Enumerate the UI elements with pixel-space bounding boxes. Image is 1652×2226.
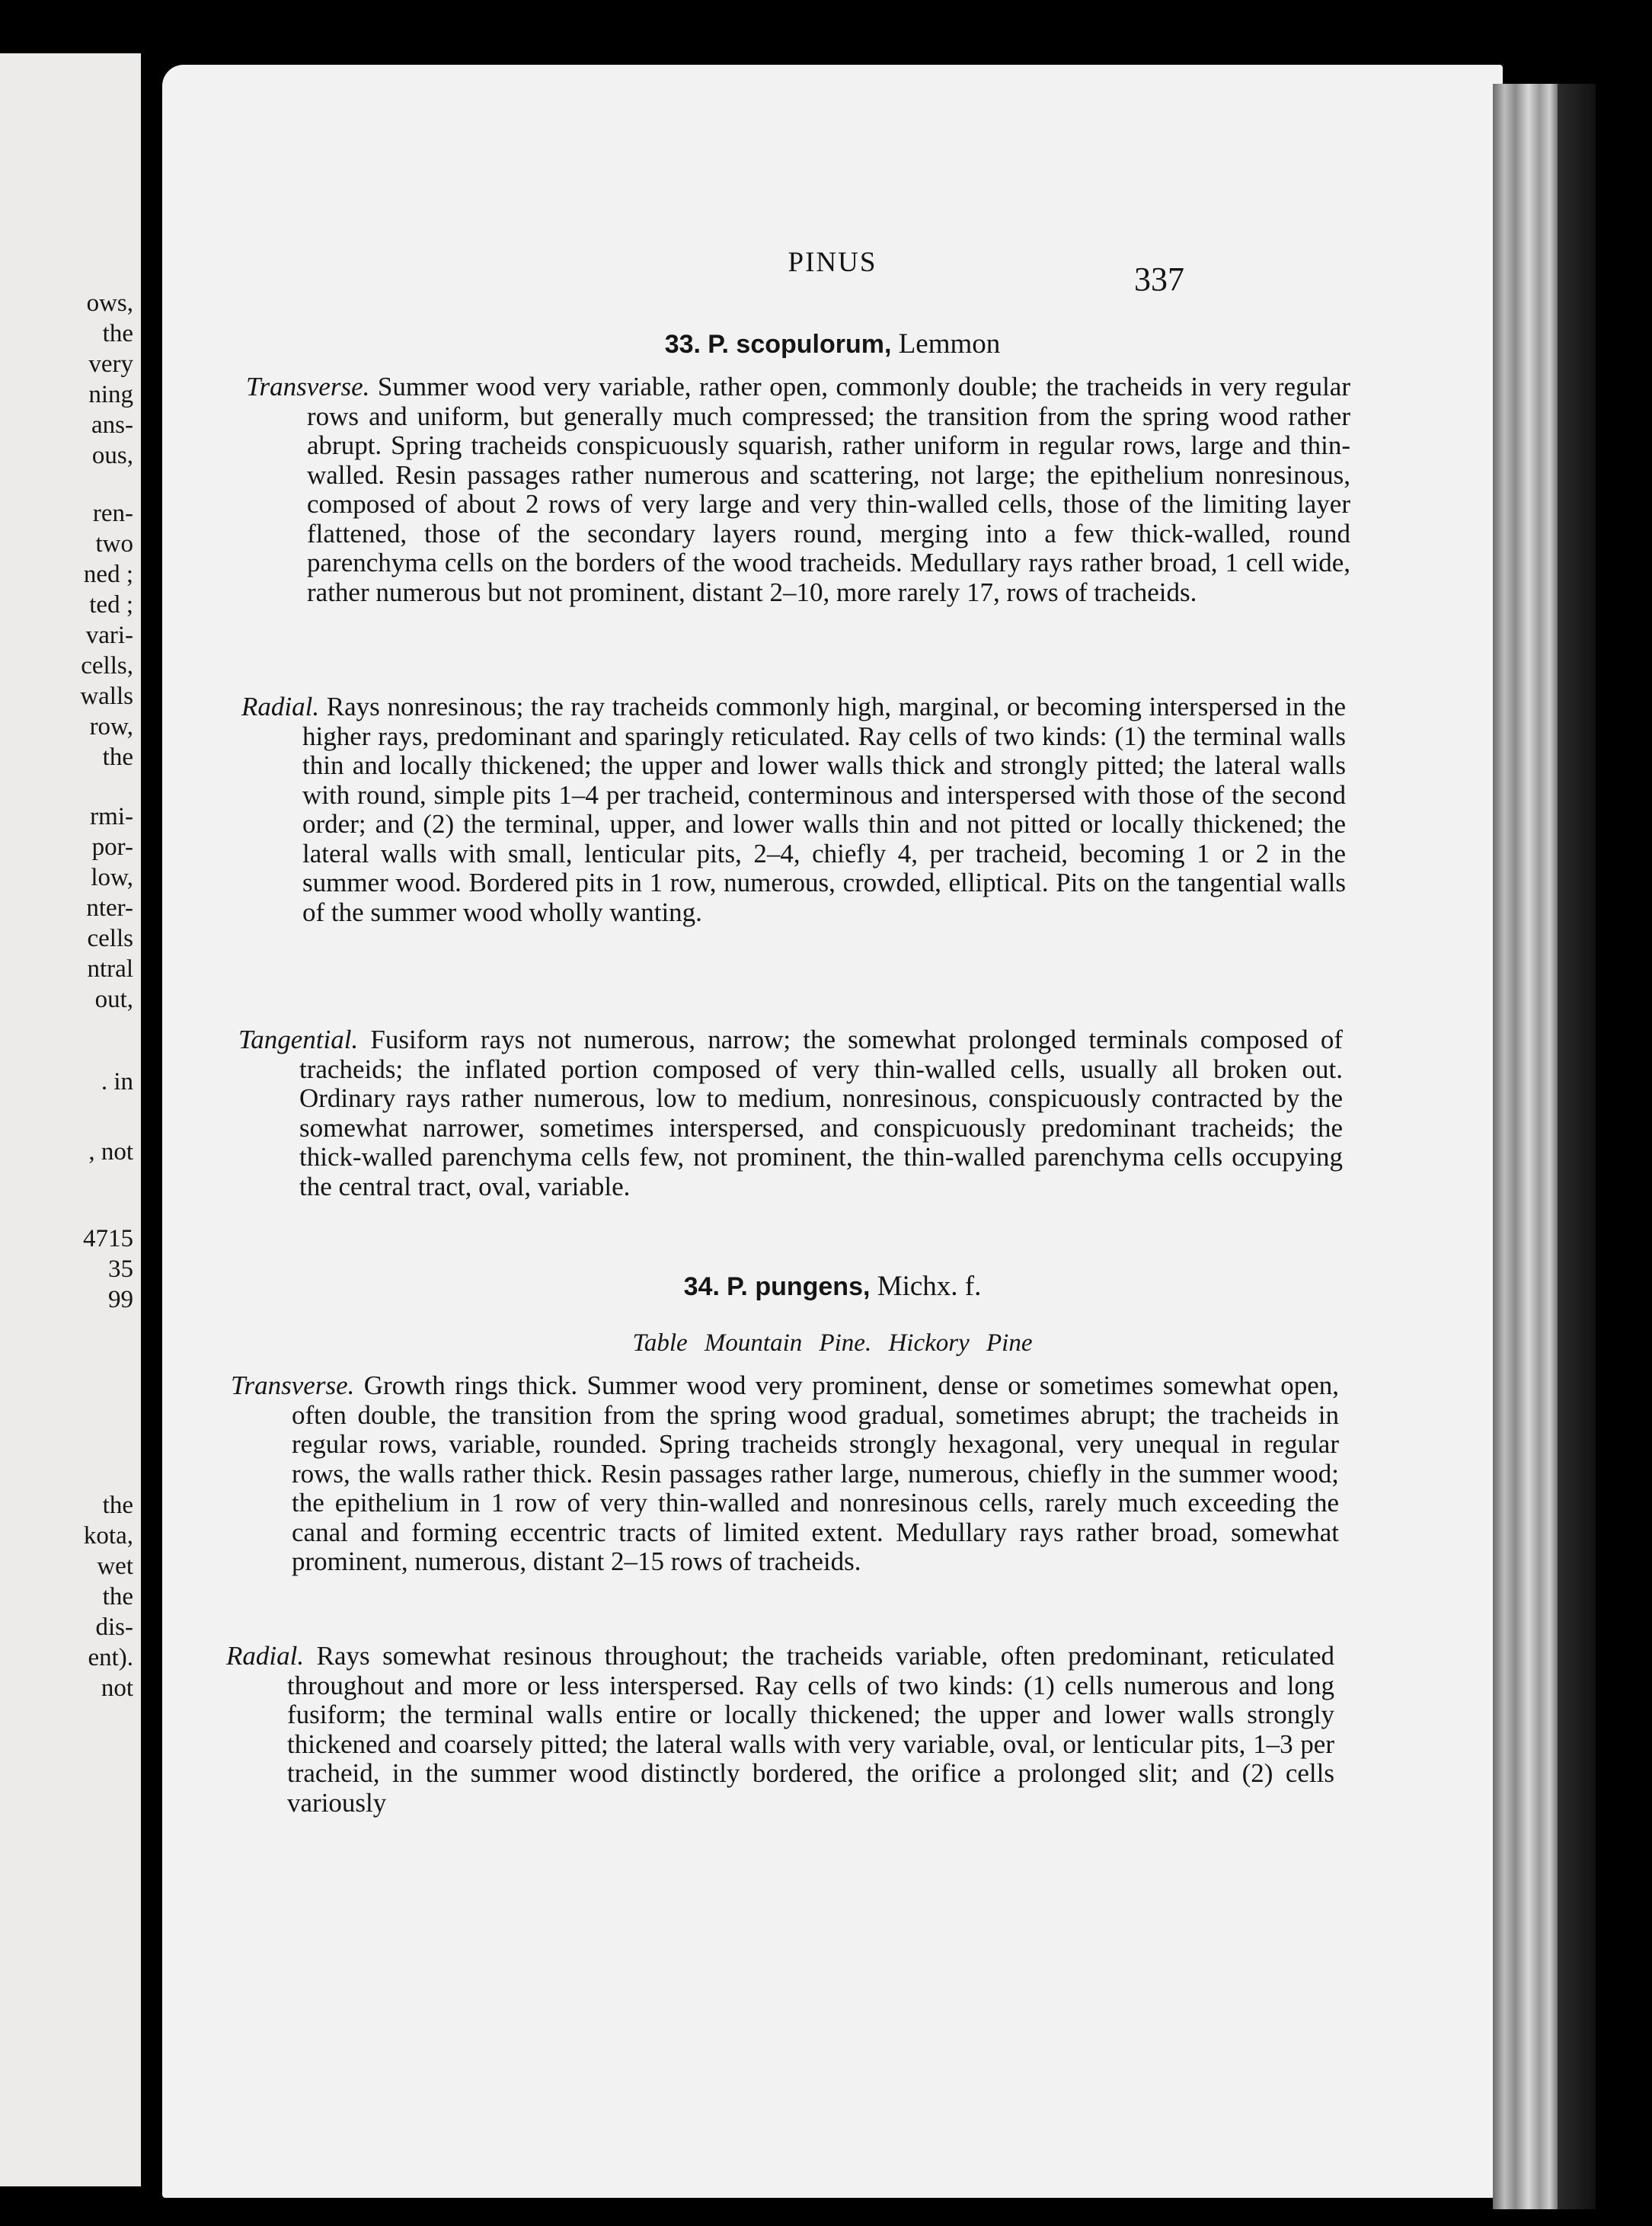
left-page-text-fragment: . in: [101, 1068, 133, 1095]
left-page-text-fragment: por-: [91, 833, 133, 861]
left-page-text-fragment: very: [88, 350, 133, 378]
book-page: [162, 65, 1503, 2198]
running-head: PINUS: [788, 247, 877, 278]
left-page-text-fragment: two: [95, 530, 133, 558]
left-page-text-fragment: ned ;: [83, 561, 133, 588]
left-page-text-fragment: ntral: [87, 955, 133, 983]
left-page-text-fragment: kota,: [83, 1522, 133, 1550]
radial-text: Rays nonresinous; the ray tracheids commonly high, marginal, or becoming interspersed in the higher rays, predominant and sparingly reticulated. Ray cells of two kinds: (1) the terminal walls thin and locally thickened; the upper and lower walls thick and strongly pitted; the lateral walls with round, simple pits 1–4 per tracheid, conterminous and interspersed with those of the second order; and (2) the terminal, upper, and lower walls thin and not pitted or locally thickened; the lateral walls with small, lenticular pits, 2–4, chiefly 4, per tracheid, becoming 1 or 2 in the summer wood. Bordered pits in 1 row, numerous, crowded, elliptical. Pits on the tangential walls of the summer wood wholly wanting.: [302, 692, 1346, 927]
species-33-radial: [241, 692, 1346, 927]
left-page-text-fragment: ning: [88, 381, 133, 408]
left-page-text-fragment: ent).: [88, 1644, 133, 1671]
left-page-text-fragment: the: [102, 1583, 133, 1610]
species-33-heading: [162, 328, 1503, 360]
tangential-label: Tangential.: [238, 1025, 359, 1054]
species-34-authority: Michx. f.: [877, 1271, 982, 1302]
left-page-text-fragment: cells,: [81, 652, 133, 680]
left-page-text-fragment: 4715: [83, 1225, 133, 1252]
species-33-authority: Lemmon: [898, 328, 1001, 360]
left-page-text-fragment: ted ;: [89, 591, 133, 619]
transverse-text: Summer wood very variable, rather open, commonly double; the tracheids in very regular rows and uniform, but generally much compressed; the transition from the spring wood rather abrupt. Spring tracheids conspicuously squarish, rather uniform in regular rows, large and thin-walled. Resin passages rather numerous and scattering, not large; the epithelium nonresinous, composed of about 2 rows of very large and very thin-walled cells, those of the limiting layer flattened, those of the secondary layers round, merging into a few thick-walled, round parenchyma cells on the borders of the wood tracheids. Medullary rays rather broad, 1 cell wide, rather numerous but not prominent, distant 2–10, more rarely 17, rows of tracheids.: [307, 372, 1350, 607]
species-34-heading: [162, 1270, 1503, 1303]
species-34-name: P. pungens,: [727, 1272, 871, 1301]
left-page-text-fragment: low,: [91, 864, 133, 891]
left-page-text-fragment: rmi-: [90, 803, 133, 830]
left-page-text-fragment: dis-: [95, 1614, 133, 1641]
left-page-text-fragment: ows,: [86, 289, 133, 317]
left-page-text-fragment: 35: [108, 1255, 133, 1283]
left-page-text-fragment: vari-: [85, 622, 133, 649]
left-page-text-fragment: , not: [88, 1138, 133, 1166]
left-page-text-fragment: 99: [108, 1286, 133, 1313]
book-spine-shadow: [1558, 84, 1596, 2209]
left-page-text-fragment: the: [102, 1492, 133, 1519]
left-page-text-fragment: walls: [80, 683, 133, 710]
tangential-text: Fusiform rays not numerous, narrow; the somewhat prolonged terminals composed of tracheids; the inflated portion composed of very thin-walled cells, usually all broken out. Ordinary rays rather numerous, low to medium, nonresinous, conspicuously contracted by the somewhat narrower, sometimes interspersed, and conspicuously predominant tracheids; the thick-walled parenchyma cells few, not prominent, the thin-walled parenchyma cells occupying the central tract, oval, variable.: [299, 1025, 1343, 1201]
transverse-label: Transverse.: [246, 372, 370, 401]
left-page-text-fragment: row,: [89, 713, 133, 740]
transverse-label: Transverse.: [231, 1370, 355, 1400]
left-page-text-fragment: the: [102, 320, 133, 347]
left-page-fragment: [0, 53, 141, 2186]
left-page-text-fragment: ren-: [92, 500, 133, 527]
left-page-text-fragment: cells: [87, 925, 133, 952]
species-33-transverse: [246, 373, 1350, 607]
species-34-number: 34.: [683, 1272, 720, 1301]
left-page-text-fragment: not: [101, 1674, 133, 1702]
species-33-number: 33.: [664, 330, 701, 359]
species-33-name: P. scopulorum,: [708, 330, 892, 359]
species-33-tangential: [238, 1025, 1343, 1201]
radial-label: Radial.: [241, 692, 320, 721]
left-page-text-fragment: nter-: [86, 894, 133, 922]
species-34-common-names: Table Mountain Pine. Hickory Pine: [632, 1329, 1033, 1357]
left-page-text-fragment: the: [102, 744, 133, 771]
transverse-text: Growth rings thick. Summer wood very prominent, dense or sometimes somewhat open, often double, the transition from the spring wood gradual, sometimes abrupt; the tracheids in regular rows, variable, rounded. Spring tracheids strongly hexagonal, very unequal in regular rows, the walls rather thick. Resin passages rather large, numerous, chiefly in the summer wood; the epithelium in 1 row of very thin-walled and nonresinous cells, rarely much exceeding the canal and forming eccentric tracts of limited extent. Medullary rays rather broad, somewhat prominent, numerous, distant 2–15 rows of tracheids.: [292, 1370, 1340, 1576]
left-page-text-fragment: out,: [94, 986, 133, 1013]
species-34-radial: [226, 1642, 1334, 1818]
left-page-text-fragment: ans-: [91, 411, 133, 439]
left-page-text-fragment: wet: [97, 1553, 133, 1580]
species-34-transverse: [231, 1371, 1339, 1577]
page-edge-stack: [1493, 84, 1558, 2209]
page-number: 337: [1134, 261, 1184, 298]
left-page-text-fragment: ous,: [91, 442, 133, 469]
radial-text: Rays somewhat resinous throughout; the tracheids variable, often predominant, reticulated throughout and more or less interspersed. Ray cells of two kinds: (1) cells numerous and long fusiform; the terminal walls entire or locally thickened; the upper and lower walls strongly thickened and coarsely pitted; the lateral walls with very variable, oval, or lenticular pits, 1–3 per tracheid, in the summer wood distinctly bordered, the orifice a prolonged slit; and (2) cells variously: [287, 1641, 1334, 1818]
radial-label: Radial.: [226, 1641, 305, 1671]
